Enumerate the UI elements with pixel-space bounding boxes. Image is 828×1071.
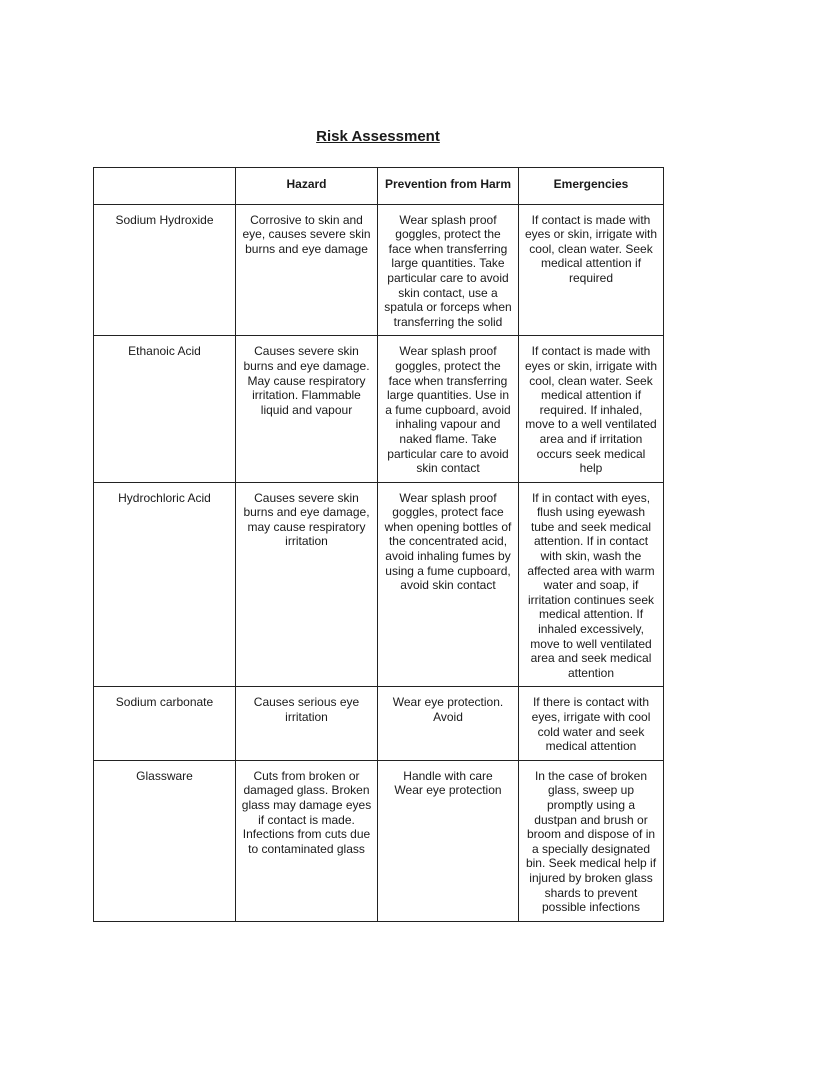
table-header-row — [94, 168, 664, 205]
emergencies-cell: If there is contact with eyes, irrigate with cool cold water and seek medical attention — [519, 687, 664, 760]
substance-cell: Sodium Hydroxide — [94, 204, 236, 336]
emergencies-cell: If contact is made with eyes or skin, irrigate with cool, clean water. Seek medical attention if required. If inhaled, move to a well ventilated area and if irritation occurs seek medical help — [519, 336, 664, 482]
header-prevention: Prevention from Harm — [378, 168, 519, 205]
risk-assessment-table — [93, 167, 664, 922]
header-hazard: Hazard — [236, 168, 378, 205]
emergencies-cell: In the case of broken glass, sweep up promptly using a dustpan and brush or broom and dispose of in a specially designated bin. Seek medical help if injured by broken glass shards to prevent possible infections — [519, 760, 664, 921]
table-row — [94, 687, 664, 760]
prevention-cell: Wear splash proof goggles, protect the face when transferring large quantities. Take particular care to avoid skin contact, use a spatula or forceps when transferring the solid — [378, 204, 519, 336]
header-emergencies: Emergencies — [519, 168, 664, 205]
substance-cell: Ethanoic Acid — [94, 336, 236, 482]
table-row — [94, 336, 664, 482]
prevention-cell: Wear splash proof goggles, protect face when opening bottles of the concentrated acid, avoid inhaling fumes by using a fume cupboard, avoid skin contact — [378, 482, 519, 687]
prevention-cell: Handle with care Wear eye protection — [378, 760, 519, 921]
emergencies-cell: If contact is made with eyes or skin, irrigate with cool, clean water. Seek medical attention if required — [519, 204, 664, 336]
substance-cell: Glassware — [94, 760, 236, 921]
hazard-cell: Causes serious eye irritation — [236, 687, 378, 760]
emergencies-cell: If in contact with eyes, flush using eyewash tube and seek medical attention. If in contact with skin, wash the affected area with warm water and soap, if irritation continues seek medical attention. If inhaled excessively, move to well ventilated area and seek medical attention — [519, 482, 664, 687]
header-substance — [94, 168, 236, 205]
hazard-cell: Causes severe skin burns and eye damage. May cause respiratory irritation. Flammable liquid and vapour — [236, 336, 378, 482]
prevention-cell: Wear eye protection. Avoid — [378, 687, 519, 760]
table-row — [94, 204, 664, 336]
hazard-cell: Corrosive to skin and eye, causes severe skin burns and eye damage — [236, 204, 378, 336]
hazard-cell: Cuts from broken or damaged glass. Broken glass may damage eyes if contact is made. Infections from cuts due to contaminated glass — [236, 760, 378, 921]
hazard-cell: Causes severe skin burns and eye damage, may cause respiratory irritation — [236, 482, 378, 687]
prevention-cell: Wear splash proof goggles, protect the face when transferring large quantities. Use in a fume cupboard, avoid inhaling vapour and naked flame. Take particular care to avoid skin contact — [378, 336, 519, 482]
table-row — [94, 482, 664, 687]
substance-cell: Sodium carbonate — [94, 687, 236, 760]
substance-cell: Hydrochloric Acid — [94, 482, 236, 687]
page-title: Risk Assessment — [316, 128, 440, 145]
table-row — [94, 760, 664, 921]
